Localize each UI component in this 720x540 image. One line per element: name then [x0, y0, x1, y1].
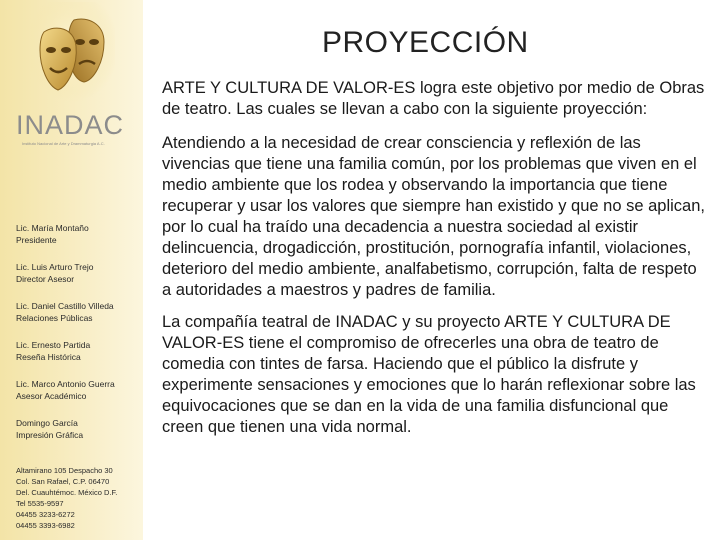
contact-line: Col. San Rafael, C.P. 06470: [16, 477, 110, 486]
staff-name: Lic. Ernesto Partida: [16, 340, 91, 350]
logo-name: INADAC: [16, 110, 125, 140]
staff-item: [16, 261, 141, 285]
page-title: PROYECCIÓN: [322, 26, 529, 59]
staff-item: [16, 417, 141, 441]
staff-role: Relaciones Públicas: [16, 313, 93, 323]
logo-subtitle: Instituto Nacional de Arte y Drammaturgia A.C.: [22, 141, 105, 146]
paragraph: Atendiendo a la necesidad de crear consciencia y reflexión de las vivencias que tiene una familia común, por los problemas que viven en el medio ambiente que los rodea y observando la importancia que tiene recuperar y usar los valores que siempre han existido y que no se aplican, por lo cual ha traído una decadencia a nuestra sociedad al existir delincuencia, drogadicción, prostitución, pornografía infantil, violaciones, deterioro del medio ambiente, analfabetismo, corrupción, falta de respeto a autoridades a maestros y padres de familia.: [162, 134, 705, 299]
contact-line: 04455 3233-6272: [16, 510, 75, 519]
staff-item: [16, 378, 141, 402]
main-content: [162, 78, 708, 451]
staff-list: [16, 222, 141, 456]
contact-info: [16, 465, 141, 531]
staff-name: Lic. María Montaño: [16, 223, 89, 233]
paragraph: La compañía teatral de INADAC y su proyecto ARTE Y CULTURA DE VALOR-ES tiene el compromiso de ofrecerles una obra de teatro de comedia con tintes de farsa. Haciendo que el público la disfrute y experimente sensaciones y emociones que lo harán reflexionar sobre las equivocaciones que se dan en la vida de una familia disfuncional que creen que tienen una vida normal.: [162, 313, 696, 436]
staff-item: [16, 222, 141, 246]
contact-line: Tel 5535-9597: [16, 499, 64, 508]
staff-name: Lic. Daniel Castillo Villeda: [16, 301, 114, 311]
paragraph: ARTE Y CULTURA DE VALOR-ES logra este objetivo por medio de Obras de teatro. Las cuales se llevan a cabo con la siguiente proyección:: [162, 79, 705, 118]
staff-role: Director Asesor: [16, 274, 75, 284]
staff-item: [16, 300, 141, 324]
staff-role: Asesor Académico: [16, 391, 87, 401]
staff-name: Lic. Marco Antonio Guerra: [16, 379, 115, 389]
staff-name: Lic. Luis Arturo Trejo: [16, 262, 94, 272]
staff-role: Presidente: [16, 235, 57, 245]
contact-line: Del. Cuauhtémoc. México D.F.: [16, 488, 118, 497]
contact-line: Altamirano 105 Despacho 30: [16, 466, 113, 475]
staff-name: Domingo García: [16, 418, 78, 428]
staff-item: [16, 339, 141, 363]
theatre-masks-icon: [30, 2, 115, 102]
staff-role: Reseña Histórica: [16, 352, 81, 362]
sidebar: [0, 0, 143, 540]
staff-role: Impresión Gráfica: [16, 430, 84, 440]
contact-line: 04455 3393-6982: [16, 521, 75, 530]
